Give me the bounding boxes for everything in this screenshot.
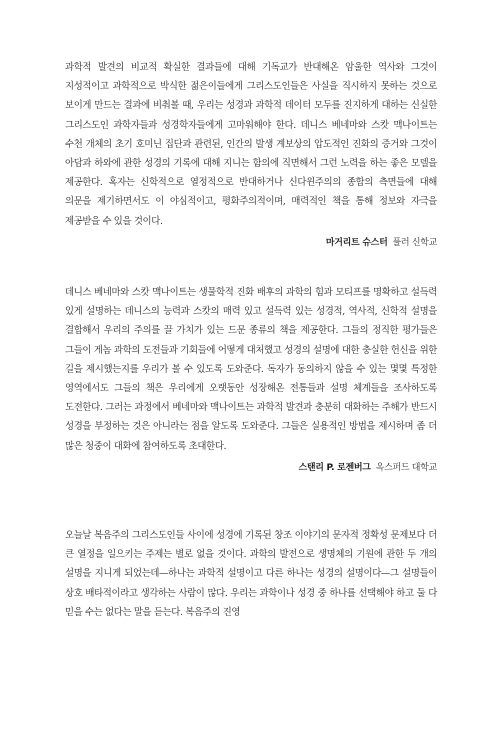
endorser-affiliation: 옥스퍼드 대학교 xyxy=(375,462,437,473)
endorsement-3 xyxy=(65,526,437,622)
endorsement-attribution xyxy=(65,236,437,250)
endorsement-text: 오늘날 복음주의 그리스도인들 사이에 성경에 기록된 창조 이야기의 문자적 정확성 문제보다 더 큰 열정을 일으키는 주제는 별로 없을 것이다. 과학의 발전으로 생명체의 기원에 관한 두 개의 설명을 지니게 되었는데—하나는 과학적 설명이고 다른 하나는 성경의 설명이다—그 설명들이 상호 배타적이라고 생각하는 사람이 많다. 우리는 과학이나 성경 중 하나를 선택해야 하고 둘 다 믿을 수는 없다는 말을 듣는다. 복음주의 진영 xyxy=(65,530,437,618)
endorsement-text: 과학적 발견의 비교적 확실한 결과들에 대해 기독교가 반대해온 암울한 역사와 그것이 지성적이고 과학적으로 박식한 젊은이들에게 그리스도인들은 사실을 직시하지 못하는 것으로 보이게 만드는 결과에 비춰볼 때, 우리는 성경과 과학적 데이터 모두를 진지하게 대하는 신실한 그리스도인 과학자들과 성경학자들에게 고마워해야 한다. 데니스 베네마와 스캇 맥나이트는 수천 개체의 초기 호미닌 집단과 관련된, 인간의 발생 계보상의 압도적인 진화의 증거와 그것이 아담과 하와에 관한 성경의 기록에 대해 지니는 함의에 직면해서 그런 노력을 하는 좋은 모델을 제공한다. 혹자는 신학적으로 열정적으로 반대하거나 신다윈주의의 종합의 측면들에 대해 의문을 제기하면서도 이 야심적이고, 평화주의적이며, 매력적인 책을 통해 정보와 자극을 제공받을 수 있을 것이다. xyxy=(65,62,437,227)
endorsement-attribution xyxy=(65,461,437,475)
endorsement-2 xyxy=(65,283,437,475)
endorser-affiliation: 풀러 신학교 xyxy=(392,237,437,248)
endorser-name: 스탠리 P. 로젠버그 xyxy=(298,462,371,473)
endorsement-text: 데니스 베네마와 스캇 맥나이트는 생물학적 진화 배후의 과학의 힘과 모티프를 명확하고 설득력 있게 설명하는 데니스의 능력과 스캇의 매력 있고 설득력 있는 성경적, 역사적, 신학적 설명을 결합해서 우리의 주의를 끌 가치가 있는 드문 종류의 책을 제공한다. 그들의 정직한 평가들은 그들이 게놈 과학의 도전들과 기회들에 어떻게 대처했고 성경의 설명에 대한 충실한 헌신을 위한 길을 제시했는지를 우리가 볼 수 있도록 도와준다. 독자가 동의하지 않을 수 있는 몇몇 특정한 영역에서도 그들의 책은 우리에게 오랫동안 성장해온 전통들과 설명 체계들을 조사하도록 도전한다. 그러는 과정에서 베네마와 맥나이트는 과학적 발견과 충분히 대화하는 주해가 반드시 성경을 부정하는 것은 아니라는 점을 알도록 도와준다. 그들은 실용적인 방법을 제시하며 좀 더 많은 청중이 대화에 참여하도록 초대한다. xyxy=(65,287,437,452)
endorser-name: 마거리트 슈스터 xyxy=(325,237,388,248)
endorsement-1 xyxy=(65,58,437,250)
